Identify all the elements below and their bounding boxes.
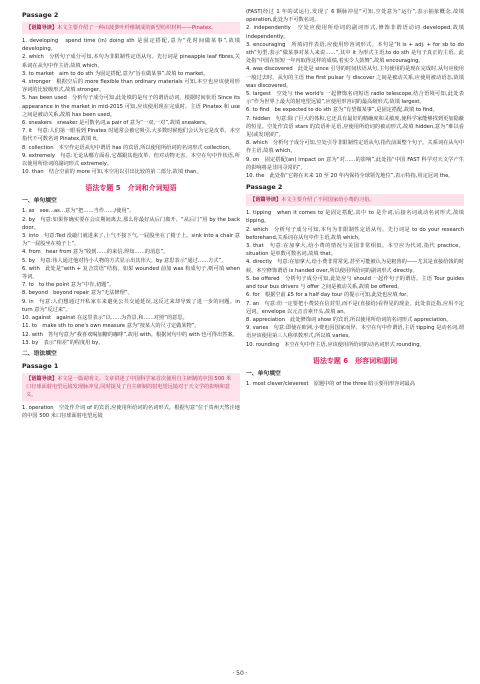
chapter-title: 语法专题 6 形容词和副词 [312, 356, 398, 365]
answer-list [22, 207, 240, 346]
answer-item: 9. varies 句意:即使在欧洲,小费也因国家而异。本空在句中作谓语,主语 tipping 是动名词,谓语应该使用第三人称单数形式,所以填 varies。 [246, 325, 464, 340]
answer-item: (FAST)经过 1 年的试运行,发现了 6 颗脉冲星”可知,空处意为“运行”,表示抽象概念,故填 operation,此处为不可数名词。 [246, 9, 464, 24]
answer-item: 8. beyond beyond repair 意为“无法修理”。 [22, 290, 133, 297]
answer-item: 5. largest 空处与 the world's 一起修饰名词短语 radio telescope,结合语境可知,此处表示“作为世界上最大的射电望远镜”,应使用形容词的最高级形式,故填 largest。 [246, 91, 464, 106]
answer-item: 7. it 句意:人们第一眼看到 Pinatex 时通常会被它吸引,大多数时候他们会认为它是皮革。本空指代不可数名词 Pinatex,故填 it。 [22, 128, 240, 143]
answer-item: 3. into 句意:Ted 没敲门就进来了,上气不接下气,一屁股坐在了椅子上。sink into a chair 意为“一屁股坐在椅子上”。 [22, 233, 240, 248]
reading-guide-text: 本文是一篇说明文。文章讲述了中国科学家首次使用自主研制的中国 500 米口径球面射电望远镜发现脉冲星,同时提及了自主研制的射电望远镜对于天文学的影响和意义。 [26, 375, 232, 398]
answer-item: 1. tipping when it comes to 是固定搭配,其中 to 是介词,后接名词或动名词形式,故填 tipping。 [246, 210, 464, 225]
answer-item: 9. on 固定搭配(an) impact on 意为“对……的影响”,此处指“中国 FAST 科学对天文学产生的影响将是非同寻常的”。 [246, 156, 464, 171]
answer-item: 3. to market aim to do sth 为固定搭配,意为“旨在做某事”,故填 to market。 [22, 70, 209, 77]
answer-item: 2. by 句意:如果你确实要在会议期间离去,那么你最好从后门离开。“从后门”用 by the back door。 [22, 216, 240, 231]
answer-list [22, 404, 240, 420]
answer-item: 7. to to the point 意为“中肯,切题”。 [22, 282, 115, 289]
answer-item: 10. the 此处指“它将在未来 10 至 20 年内保持全球领先地位”,表示特指,用定冠词 the。 [246, 173, 454, 180]
answer-item: 12. with 答句句意为“我喜欢喝加糖的咖啡”,故用 with。根据问句中的 with 也可得出答案。 [22, 331, 238, 338]
answer-item: 2. independently 空处应使用所给词的副词形式,修饰非谓语动词 developed,故填 independently。 [246, 25, 464, 40]
answer-list [246, 380, 464, 388]
passage-title: Passage 1 [22, 361, 59, 370]
answer-item: 3. that 句意:在加拿大,给小费的情况与美国非常相似。本空应为代词,指代 practice。situation 是单数可数名词,故填 that。 [246, 243, 464, 258]
reading-guide [22, 22, 240, 34]
answer-item: 7. an 句意:但一定要把小费装在信封里,而不是(直接给)看得见的现金。此处表泛指,应用不定冠词。envelope 以元音音素开头,故填 an。 [246, 300, 464, 315]
answer-list [246, 8, 464, 180]
answer-item: 4. stronger 根据空后的 more flexible than ordinary materials 可知,本空也应该使用形容词的比较级形式,故填 stronger。 [22, 79, 240, 94]
section-heading: 二、语法填空 [22, 350, 57, 357]
answer-item: 10. against against 在这里表示“以……为背景,和……对照”的意思。 [22, 315, 188, 322]
answer-item: 1. as see…as…意为“把……当作……/使用”。 [22, 208, 135, 215]
answer-item: 1. operation 空处作介词 of 的宾语,应使用所给词的名词形式。根据句意“位于贵州天然洼地的中国 500 米口径球面射电望远镜 [22, 404, 240, 420]
reading-guide-label: 【语篇导读】 [250, 197, 282, 204]
answer-item: 5. be offered 分析句子成分可知,此处应与 should 一起作句子的谓语。主语 Tour guides and tour bus drivers 与 offer 之间是被动关系,故填 be offered。 [246, 275, 464, 291]
reading-guide-text: 本文主要介绍了不同国家给小费的习俗。 [281, 197, 375, 204]
page-number: · 50 · [232, 669, 248, 677]
answer-item: 5. has been used 分析句子成分可知,此处填的是句子的谓语动词。根据时间状语 Since its appearance in the market in mid-2015 可知,应该使用现在完成时。主语 Pinatex 和 use 之间是被动关系,故填 has been used。 [22, 95, 240, 118]
answer-item: 4. directly 句意:在加拿大,给小费非常常见,甚至可能被认为是粗鲁的——尤其是直接给钱的时候。本空修饰谓语 is handed over,所以使用所给词的副词形式 directly。 [246, 259, 464, 274]
answer-list [22, 37, 240, 176]
answer-item: 3. encouraging 所填词作表语,应使用形容词形式。本句是“It is + adj. + for sb to do sth”句型,表示“做某事对某人来说……”,其中 it 为形式主语,to do sth 是句子真正的主语。此处指“中国在短短一年内取得这样的成绩,着实令人鼓舞”,故填 encouraging。 [246, 41, 464, 65]
section-heading: 一、单句填空 [246, 370, 281, 377]
answer-item: 6. sneakers sneaker 是可数名词,a pair of 意为“一双,一对”,故填 sneakers。 [22, 120, 211, 127]
answer-list [246, 209, 464, 348]
reading-guide [22, 373, 240, 401]
reading-guide-label: 【语篇导读】 [26, 25, 58, 31]
passage-title: Passage 2 [22, 11, 59, 19]
right-column [246, 8, 464, 388]
answer-item: 1. most clever/cleverest 原题中的 of the three 暗示要用形容词最高 [246, 380, 415, 387]
answer-item: 8. collection 本空作定语从句中谓语 has 的宾语,所以使用所给词的名词形式 collection。 [22, 144, 235, 151]
answer-item: 8. which 分析句子成分可知,空处引导非限制性定语从句,指代前面整个句子。关系词在从句中作主语,故填 which。 [246, 140, 464, 155]
left-column [22, 8, 240, 420]
answer-item: 9. in 句意:人们想通过开私家车来避免公共交通延误,这反过来却导致了进一步的问题。in turn 意为“反过来”。 [22, 298, 240, 313]
answer-item: 4. from hear from 意为“收到……的来信,得知……的消息”。 [22, 249, 169, 256]
reading-guide-label: 【语篇导读】 [26, 375, 58, 382]
answer-item: 7. hidden 句意:除了巨大的体积,它还具有最好的精确度和灵敏度,使科学家能够找到更加隐蔽的恒星。空处作宾语 stars 的宾语补足语,应使用所给词的被动形式,故填 hidden,意为“难以看见(或发现)的”。 [246, 115, 464, 139]
answer-item: 6. for 根据空前 £5 for a half day tour 的提示可知,此处也应填 for。 [246, 292, 412, 299]
answer-item: 2. which 分析句子成分可知,本句为非限制性定语从句。先行词是 to do your research beforehand,关系词在从句中作主语,故填 which。 [246, 226, 464, 241]
answer-item: 2. which 分析句子成分可知,本句为非限制性定语从句。先行词是 pineapple leaf fibres,关系词在从句中作主语,故填 which。 [22, 54, 240, 69]
reading-guide [246, 194, 464, 206]
answer-item: 10. than 结合空前的 more 可知,本空用以引出比较的第二部分,故填 than。 [22, 169, 202, 176]
answer-item: 13. by 表示“相差”的程度用 by。 [22, 339, 104, 346]
answer-item: 10. rounding 本空在句中作主语,应该使用所给词的动名词形式 rounding。 [246, 341, 425, 348]
answer-item: 6. with 此处是“with + 复合宾语”结构。如果 wounded 前加 was 构成句子,则可填 when 等词。 [22, 265, 240, 281]
answer-item: 1. developing spend time (in) doing sth 是固定搭配,意为“花时间做某事”,故填 developing。 [22, 38, 240, 53]
chapter-title: 语法专题 5 介词和介词短语 [85, 184, 177, 193]
answer-item: 9. extremely 句意:无论从哪方面看,它都跟其他皮革、但对动物无害。本空在句中作状语,所以使用所给词的副词形式 extremely。 [22, 152, 240, 168]
reading-guide-text: 本文主要介绍了一种由菠萝叶纤维制成的新型纺织材料——Pinatex。 [57, 25, 217, 31]
answer-item: 6. to find be expected to do sth 意为“有望做某事”,是固定搭配,故填 to find。 [246, 107, 438, 114]
answer-item: 8. appreciation 此处修饰词 show 的宾语,所以使用所给词的名词形式 appreciation。 [246, 316, 452, 323]
answer-item: 5. by 句意:伟人通过他对待小人物的方式显示出其伟大。by 意思表示“通过……方式”。 [22, 257, 227, 264]
section-heading: 一、单句填空 [22, 198, 57, 205]
passage-title: Passage 2 [246, 183, 283, 192]
answer-item: 4. was discovered 此处是 since 引导的时间状语从句,主句使用的是现在完成时,从句应使用一般过去时。从句的主语 the first pulsar 与 discover 之间是被动关系,应使用被动语态,故填 was discovered。 [246, 66, 464, 89]
answer-item: 11. to make sth to one's own measure 意为“按某人的尺寸定做某物”。 [22, 323, 200, 330]
